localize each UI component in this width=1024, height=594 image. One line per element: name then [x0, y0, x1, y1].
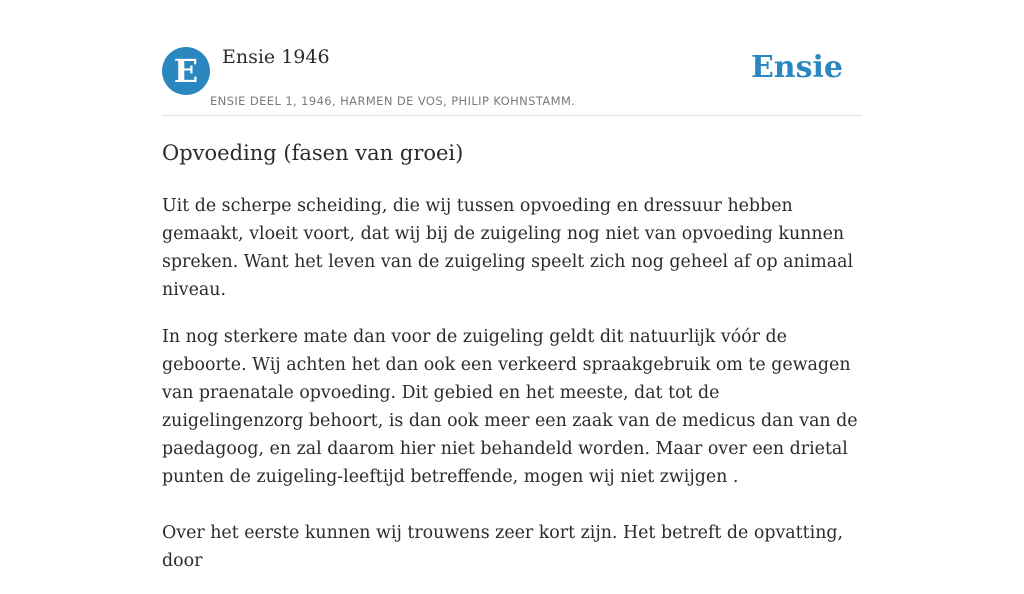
- paragraph: Uit de scherpe scheiding, die wij tussen opvoeding en dressuur hebben gemaakt, vloeit voort, dat wij bij de zuigeling nog niet van opvoeding kunnen spreken. Want het leven van de zuigeling speelt zich nog geheel af op animaal niveau.: [162, 196, 854, 300]
- ensie-logo-icon[interactable]: E: [162, 47, 210, 95]
- source-title[interactable]: Ensie 1946: [222, 46, 330, 68]
- article-title: Opvoeding (fasen van groei): [162, 141, 464, 165]
- brand-logo[interactable]: Ensie: [750, 50, 843, 85]
- article-body: [162, 192, 862, 594]
- article-card: [162, 0, 862, 571]
- paragraph: Over het eerste kunnen wij trouwens zeer kort zijn. Het betreft de opvatting, door: [162, 523, 844, 571]
- paragraph: In nog sterkere mate dan voor de zuigeling geldt dit natuurlijk vóór de geboorte. Wij achten het dan ook een verkeerd spraakgebruik om te gewagen van praenatale opvoeding. Dit gebied en het meeste, dat tot de zuigelingenzorg behoort, is dan ook meer een zaak van de medicus dan van de paedagoog, en zal daarom hier niet behandeld worden. Maar over een drietal punten de zuigeling-leeftijd betreffende, mogen wij niet zwijgen .: [162, 327, 858, 487]
- article-header: [162, 0, 862, 116]
- source-meta: ENSIE DEEL 1, 1946, HARMEN DE VOS, PHILIP KOHNSTAMM.: [210, 94, 576, 108]
